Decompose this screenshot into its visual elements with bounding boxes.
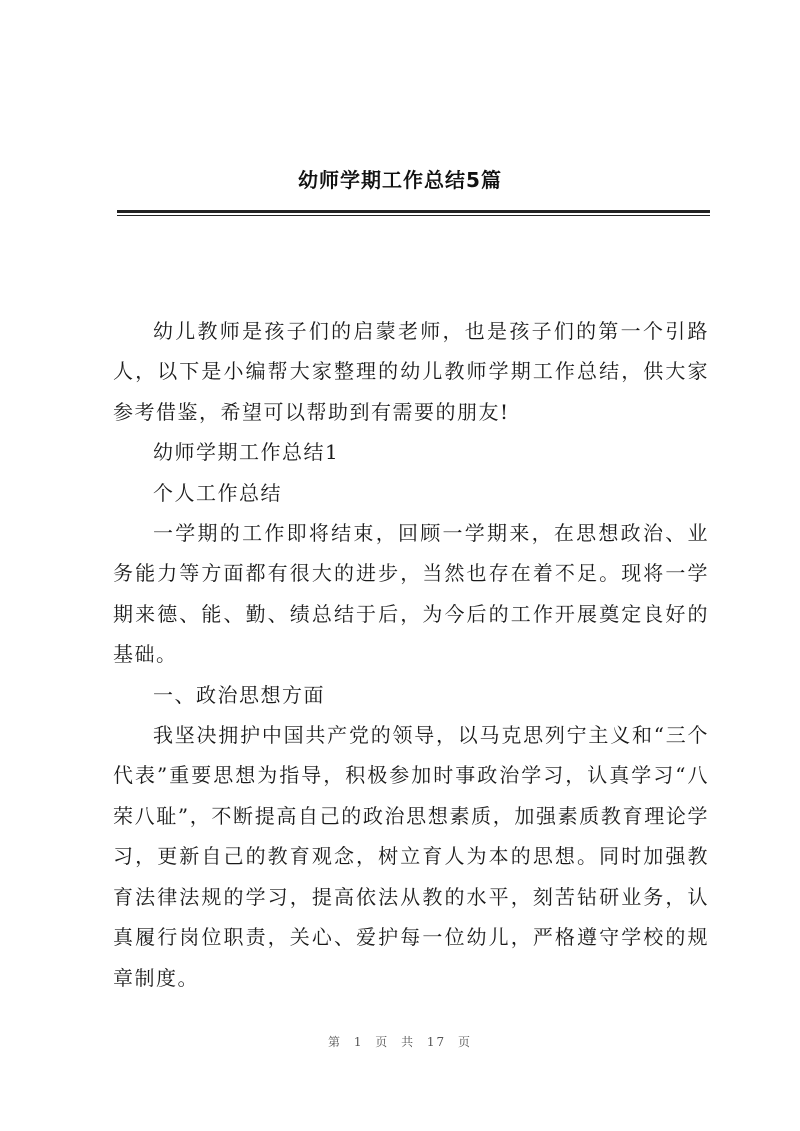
section-heading: 幼师学期工作总结1	[153, 440, 340, 465]
title-divider-thin	[117, 215, 710, 216]
body-paragraph: 我坚决拥护中国共产党的领导，以马克思列宁主义和“三个代表”重要思想为指导，积极参加时事政治学习，认真学习“八荣八耻”，不断提高自己的政治思想素质，加强素质教育理论学习，更新自己的教育观念，树立育人为本的思想。同时加强教育法律法规的学习，提高依法从教的水平，刻苦钻研业务，认真履行岗位职责，关心、爱护每一位幼儿，严格遵守学校的规章制度。	[113, 723, 709, 990]
page-title: 幼师学期工作总结5篇	[298, 168, 502, 192]
body-paragraph: 一学期的工作即将结束，回顾一学期来，在思想政治、业务能力等方面都有很大的进步，当然也存在着不足。现将一学期来德、能、勤、绩总结于后，为今后的工作开展奠定良好的基础。	[113, 521, 709, 667]
document-body	[113, 311, 709, 998]
subsection-heading: 个人工作总结	[153, 480, 282, 505]
intro-paragraph: 幼儿教师是孩子们的启蒙老师，也是孩子们的第一个引路人，以下是小编帮大家整理的幼儿教师学期工作总结，供大家参考借鉴，希望可以帮助到有需要的朋友!	[113, 319, 709, 424]
title-divider	[117, 210, 710, 213]
page-number-footer: 第 1 页 共 17 页	[328, 1035, 472, 1049]
subsection-heading: 一、政治思想方面	[153, 682, 325, 707]
